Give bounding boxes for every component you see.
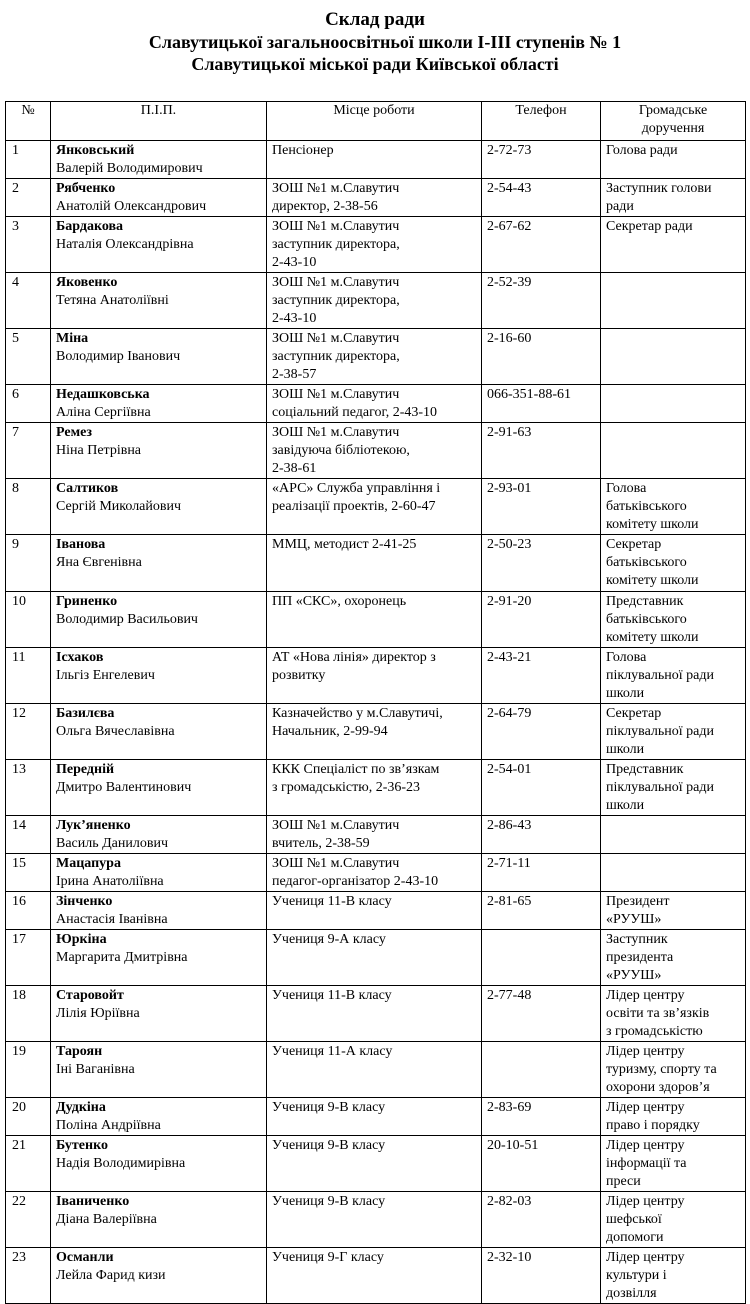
table-row — [6, 1136, 746, 1192]
member-name-cell — [51, 930, 267, 986]
member-assignment: Голова ради — [601, 141, 746, 179]
member-assignment: Лідер центру туризму, спорту та охорони здоров’я — [601, 1042, 746, 1098]
member-assignment: Лідер центру шефської допомоги — [601, 1192, 746, 1248]
member-name-cell — [51, 141, 267, 179]
header-number: № — [6, 102, 51, 141]
member-surname: Іванова — [56, 537, 106, 552]
member-given-names: Наталія Олександрівна — [56, 237, 194, 252]
member-surname: Гриненко — [56, 594, 118, 609]
member-phone: 2-81-65 — [482, 892, 601, 930]
table-header-row — [6, 102, 746, 141]
member-name-cell — [51, 854, 267, 892]
member-given-names: Діана Валеріївна — [56, 1212, 157, 1227]
member-surname: Яковенко — [56, 275, 118, 290]
member-phone: 2-72-73 — [482, 141, 601, 179]
member-given-names: Анатолій Олександрович — [56, 199, 207, 214]
table-row — [6, 986, 746, 1042]
member-given-names: Валерій Володимирович — [56, 161, 203, 176]
member-given-names: Анастасія Іванівна — [56, 912, 168, 927]
member-phone: 2-54-43 — [482, 179, 601, 217]
member-assignment — [601, 385, 746, 423]
member-phone — [482, 1042, 601, 1098]
member-surname: Ісхаков — [56, 650, 104, 665]
member-name-cell — [51, 1136, 267, 1192]
member-surname: Юркіна — [56, 932, 107, 947]
member-name-cell — [51, 1098, 267, 1136]
member-name-cell — [51, 535, 267, 592]
member-workplace: ЗОШ №1 м.Славутич соціальний педагог, 2-43-10 — [267, 385, 482, 423]
member-assignment: Секретар ради — [601, 217, 746, 273]
header-name: П.І.П. — [51, 102, 267, 141]
member-name-cell — [51, 1248, 267, 1304]
member-name-cell — [51, 385, 267, 423]
row-number: 18 — [6, 986, 51, 1042]
member-workplace: ЗОШ №1 м.Славутич заступник директора, 2-43-10 — [267, 217, 482, 273]
member-surname: Передній — [56, 762, 115, 777]
member-phone: 2-91-63 — [482, 423, 601, 479]
member-assignment: Лідер центру інформації та преси — [601, 1136, 746, 1192]
table-row — [6, 329, 746, 385]
row-number: 12 — [6, 704, 51, 760]
member-surname: Бутенко — [56, 1138, 108, 1153]
member-phone — [482, 930, 601, 986]
row-number: 8 — [6, 479, 51, 535]
row-number: 11 — [6, 648, 51, 704]
member-name-cell — [51, 986, 267, 1042]
member-workplace: Казначейство у м.Славутичі, Начальник, 2-99-94 — [267, 704, 482, 760]
table-row — [6, 816, 746, 854]
row-number: 1 — [6, 141, 51, 179]
member-assignment — [601, 423, 746, 479]
member-name-cell — [51, 273, 267, 329]
member-name-cell — [51, 892, 267, 930]
header-phone: Телефон — [482, 102, 601, 141]
row-number: 16 — [6, 892, 51, 930]
member-phone: 2-16-60 — [482, 329, 601, 385]
member-name-cell — [51, 1192, 267, 1248]
row-number: 2 — [6, 179, 51, 217]
document-header — [0, 0, 750, 75]
member-name-cell — [51, 329, 267, 385]
member-phone: 2-91-20 — [482, 592, 601, 648]
member-assignment — [601, 854, 746, 892]
member-surname: Янковський — [56, 143, 135, 158]
member-surname: Міна — [56, 331, 89, 346]
table-row — [6, 273, 746, 329]
member-workplace: ММЦ, методист 2-41-25 — [267, 535, 482, 592]
member-workplace: Учениця 9-Г класу — [267, 1248, 482, 1304]
member-assignment: Голова батьківського комітету школи — [601, 479, 746, 535]
row-number: 21 — [6, 1136, 51, 1192]
member-workplace: ЗОШ №1 м.Славутич заступник директора, 2-38-57 — [267, 329, 482, 385]
member-given-names: Тетяна Анатоліївні — [56, 293, 169, 308]
member-assignment — [601, 816, 746, 854]
member-phone: 2-43-21 — [482, 648, 601, 704]
table-row — [6, 1248, 746, 1304]
table-row — [6, 479, 746, 535]
member-phone: 2-50-23 — [482, 535, 601, 592]
member-phone: 2-93-01 — [482, 479, 601, 535]
table-row — [6, 535, 746, 592]
member-workplace: ЗОШ №1 м.Славутич директор, 2-38-56 — [267, 179, 482, 217]
member-name-cell — [51, 479, 267, 535]
member-phone: 2-86-43 — [482, 816, 601, 854]
member-phone: 2-32-10 — [482, 1248, 601, 1304]
member-name-cell — [51, 704, 267, 760]
table-row — [6, 141, 746, 179]
table-row — [6, 1042, 746, 1098]
member-workplace: Пенсіонер — [267, 141, 482, 179]
row-number: 10 — [6, 592, 51, 648]
member-phone: 2-64-79 — [482, 704, 601, 760]
row-number: 9 — [6, 535, 51, 592]
member-given-names: Володимир Іванович — [56, 349, 181, 364]
header-assignment: Громадське доручення — [601, 102, 746, 141]
member-assignment: Заступник президента «РУУШ» — [601, 930, 746, 986]
member-workplace: Учениця 9-В класу — [267, 1192, 482, 1248]
member-surname: Османли — [56, 1250, 114, 1265]
member-surname: Базилєва — [56, 706, 115, 721]
table-row — [6, 1098, 746, 1136]
row-number: 14 — [6, 816, 51, 854]
member-given-names: Іні Ваганівна — [56, 1062, 135, 1077]
table-row — [6, 217, 746, 273]
row-number: 5 — [6, 329, 51, 385]
row-number: 22 — [6, 1192, 51, 1248]
table-body — [6, 141, 746, 1304]
table-row — [6, 648, 746, 704]
member-assignment: Представник піклувальної ради школи — [601, 760, 746, 816]
member-workplace: ПП «СКС», охоронець — [267, 592, 482, 648]
table-row — [6, 385, 746, 423]
member-assignment: Голова піклувальної ради школи — [601, 648, 746, 704]
member-name-cell — [51, 816, 267, 854]
member-given-names: Ільгіз Енгелевич — [56, 668, 155, 683]
member-surname: Мацапура — [56, 856, 121, 871]
member-workplace: ЗОШ №1 м.Славутич заступник директора, 2-43-10 — [267, 273, 482, 329]
member-surname: Салтиков — [56, 481, 119, 496]
member-given-names: Ніна Петрівна — [56, 443, 142, 458]
row-number: 17 — [6, 930, 51, 986]
member-name-cell — [51, 760, 267, 816]
table-row — [6, 423, 746, 479]
table-row — [6, 854, 746, 892]
member-given-names: Дмитро Валентинович — [56, 780, 192, 795]
row-number: 4 — [6, 273, 51, 329]
member-given-names: Лілія Юріївна — [56, 1006, 140, 1021]
member-workplace: Учениця 11-А класу — [267, 1042, 482, 1098]
member-assignment: Президент «РУУШ» — [601, 892, 746, 930]
member-given-names: Василь Данилович — [56, 836, 169, 851]
row-number: 7 — [6, 423, 51, 479]
member-assignment: Секретар батьківського комітету школи — [601, 535, 746, 592]
row-number: 19 — [6, 1042, 51, 1098]
member-surname: Рябченко — [56, 181, 116, 196]
member-workplace: Учениця 9-В класу — [267, 1098, 482, 1136]
member-assignment: Секретар піклувальної ради школи — [601, 704, 746, 760]
member-given-names: Сергій Миколайович — [56, 499, 182, 514]
member-given-names: Аліна Сергіївна — [56, 405, 151, 420]
member-name-cell — [51, 648, 267, 704]
member-phone: 2-67-62 — [482, 217, 601, 273]
member-phone: 2-71-11 — [482, 854, 601, 892]
table-row — [6, 179, 746, 217]
member-surname: Тароян — [56, 1044, 103, 1059]
row-number: 23 — [6, 1248, 51, 1304]
member-workplace: Учениця 11-В класу — [267, 986, 482, 1042]
table-row — [6, 930, 746, 986]
member-surname: Лук’яненко — [56, 818, 131, 833]
document-subtitle-council: Славутицької міської ради Київської області — [191, 54, 559, 74]
member-phone: 066-351-88-61 — [482, 385, 601, 423]
member-name-cell — [51, 217, 267, 273]
member-surname: Дудкіна — [56, 1100, 106, 1115]
member-name-cell — [51, 1042, 267, 1098]
member-given-names: Поліна Андріївна — [56, 1118, 161, 1133]
row-number: 20 — [6, 1098, 51, 1136]
member-workplace: ЗОШ №1 м.Славутич завідуюча бібліотекою, 2-38-61 — [267, 423, 482, 479]
member-given-names: Маргарита Дмитрівна — [56, 950, 188, 965]
member-assignment — [601, 273, 746, 329]
member-phone: 20-10-51 — [482, 1136, 601, 1192]
member-surname: Ремез — [56, 425, 92, 440]
member-phone: 2-77-48 — [482, 986, 601, 1042]
member-assignment — [601, 329, 746, 385]
row-number: 6 — [6, 385, 51, 423]
member-phone: 2-82-03 — [482, 1192, 601, 1248]
member-phone: 2-52-39 — [482, 273, 601, 329]
member-surname: Іваниченко — [56, 1194, 130, 1209]
document-subtitle-school: Славутицької загальноосвітньої школи І-ІІІ ступенів № 1 — [148, 32, 622, 52]
member-workplace: Учениця 9-В класу — [267, 1136, 482, 1192]
table-row — [6, 1192, 746, 1248]
member-workplace: Учениця 9-А класу — [267, 930, 482, 986]
member-given-names: Володимир Васильович — [56, 612, 198, 627]
member-name-cell — [51, 179, 267, 217]
table-row — [6, 592, 746, 648]
table-row — [6, 704, 746, 760]
member-name-cell — [51, 423, 267, 479]
member-given-names: Надія Володимирівна — [56, 1156, 186, 1171]
document-title: Склад ради — [325, 9, 425, 30]
member-workplace: ЗОШ №1 м.Славутич вчитель, 2-38-59 — [267, 816, 482, 854]
member-surname: Зінченко — [56, 894, 113, 909]
row-number: 3 — [6, 217, 51, 273]
member-workplace: ККК Спеціаліст по зв’язкам з громадськістю, 2-36-23 — [267, 760, 482, 816]
member-assignment: Лідер центру культури і дозвілля — [601, 1248, 746, 1304]
member-assignment: Лідер центру право і порядку — [601, 1098, 746, 1136]
member-name-cell — [51, 592, 267, 648]
member-assignment: Представник батьківського комітету школи — [601, 592, 746, 648]
member-surname: Бардакова — [56, 219, 124, 234]
member-surname: Недашковська — [56, 387, 150, 402]
member-assignment: Заступник голови ради — [601, 179, 746, 217]
row-number: 15 — [6, 854, 51, 892]
table-row — [6, 892, 746, 930]
member-given-names: Лейла Фарид кизи — [56, 1268, 166, 1283]
member-phone: 2-83-69 — [482, 1098, 601, 1136]
member-workplace: ЗОШ №1 м.Славутич педагог-організатор 2-43-10 — [267, 854, 482, 892]
council-members-table — [5, 101, 746, 1304]
row-number: 13 — [6, 760, 51, 816]
member-given-names: Яна Євгенівна — [56, 555, 142, 570]
member-phone: 2-54-01 — [482, 760, 601, 816]
member-given-names: Ірина Анатоліївна — [56, 874, 164, 889]
member-workplace: АТ «Нова лінія» директор з розвитку — [267, 648, 482, 704]
table-row — [6, 760, 746, 816]
member-given-names: Ольга Вячеславівна — [56, 724, 175, 739]
member-workplace: «АРС» Служба управління і реалізації проектів, 2-60-47 — [267, 479, 482, 535]
member-assignment: Лідер центру освіти та зв’язків з громадськістю — [601, 986, 746, 1042]
member-workplace: Учениця 11-В класу — [267, 892, 482, 930]
member-surname: Старовойт — [56, 988, 124, 1003]
header-workplace: Місце роботи — [267, 102, 482, 141]
